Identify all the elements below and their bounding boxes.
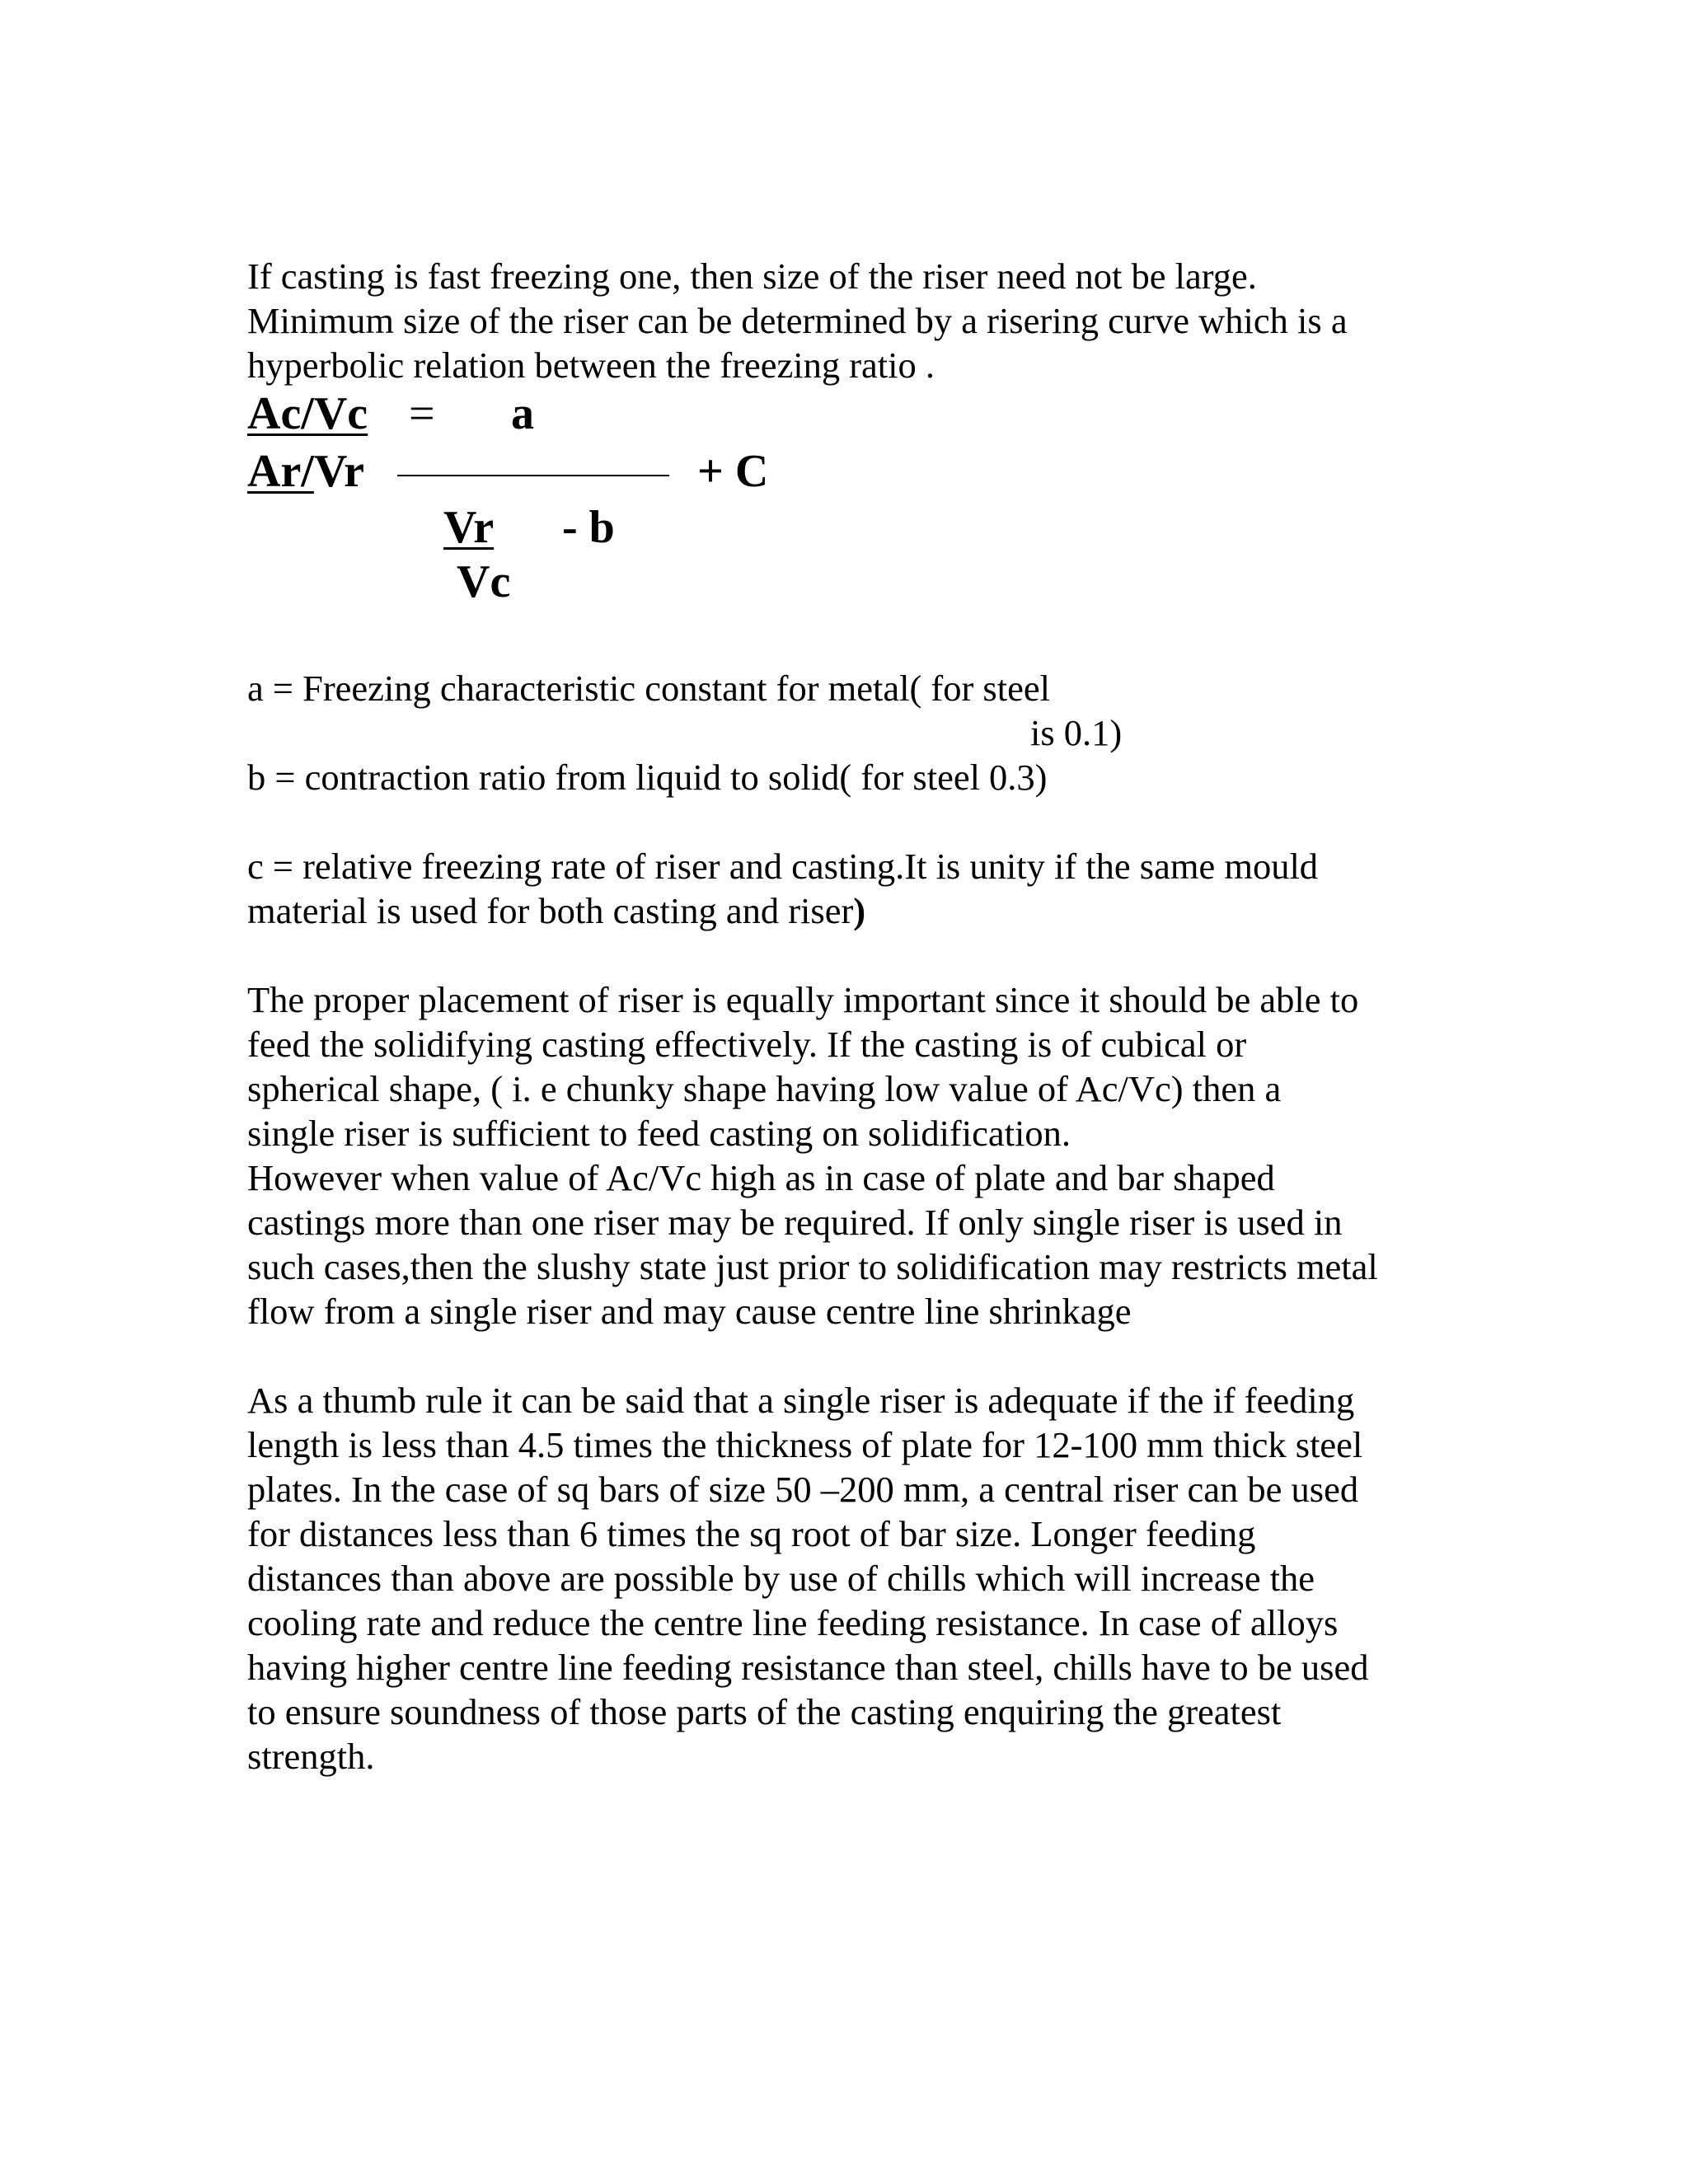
definition-c-continued (247, 888, 865, 933)
eq-lhs-bottom-underlined: Ar/ (247, 446, 314, 497)
definition-a-continued: is 0.1) (1030, 712, 1123, 753)
text-line: However when value of Ac/Vc high as in case of plate and bar shaped (247, 1157, 1275, 1198)
fraction-bar (397, 475, 669, 476)
definition-b: b = contraction ratio from liquid to solid( for steel 0.3) (247, 757, 1048, 798)
text-line: to ensure soundness of those parts of the casting enquiring the greatest (247, 1691, 1282, 1732)
text-line: single riser is sufficient to feed casting on solidification. (247, 1113, 1071, 1154)
text-line: spherical shape, ( i. e chunky shape having low value of Ac/Vc) then a (247, 1068, 1282, 1109)
definition-c-text: material is used for both casting and riser (247, 890, 854, 931)
definition-c-bold-paren: ) (853, 890, 866, 931)
text-line: flow from a single riser and may cause centre line shrinkage (247, 1291, 1132, 1332)
text-line: If casting is fast freezing one, then size of the riser need not be large. (247, 255, 1257, 297)
text-line: for distances less than 6 times the sq root of bar size. Longer feeding (247, 1513, 1256, 1554)
eq-lhs-bottom-rest: Vr (313, 446, 364, 497)
text-line: such cases,then the slushy state just prior to solidification may restricts metal (247, 1246, 1378, 1287)
text-line: length is less than 4.5 times the thickness of plate for 12-100 mm thick steel (247, 1424, 1363, 1465)
eq-plus-c: + C (697, 446, 769, 497)
eq-lhs-top: Ac/Vc (247, 388, 368, 439)
text-line: feed the solidifying casting effectively. If the casting is of cubical or (247, 1024, 1247, 1065)
text-line: plates. In the case of sq bars of size 50 –200 mm, a central riser can be used (247, 1469, 1359, 1510)
text-line: hyperbolic relation between the freezing ratio . (247, 344, 935, 386)
text-line: having higher centre line feeding resistance than steel, chills have to be used (247, 1647, 1369, 1688)
definition-c: c = relative freezing rate of riser and casting.It is unity if the same mould (247, 846, 1319, 887)
eq-equals: = (409, 388, 435, 439)
eq-minus-b: - b (562, 502, 615, 553)
eq-denominator-bottom: Vc (457, 556, 511, 607)
text-line: Minimum size of the riser can be determined by a risering curve which is a (247, 300, 1348, 341)
definition-a: a = Freezing characteristic constant for metal( for steel (247, 668, 1050, 709)
text-line: strength. (247, 1736, 375, 1777)
eq-denominator-top: Vr (443, 502, 495, 553)
text-line: distances than above are possible by use of chills which will increase the (247, 1558, 1315, 1599)
text-line: As a thumb rule it can be said that a single riser is adequate if the if feeding (247, 1380, 1355, 1421)
text-line: The proper placement of riser is equally important since it should be able to (247, 979, 1359, 1020)
eq-lhs-bottom (247, 445, 364, 498)
text-line: cooling rate and reduce the centre line feeding resistance. In case of alloys (247, 1602, 1339, 1643)
text-line: castings more than one riser may be required. If only single riser is used in (247, 1202, 1343, 1243)
eq-numerator: a (511, 388, 534, 439)
